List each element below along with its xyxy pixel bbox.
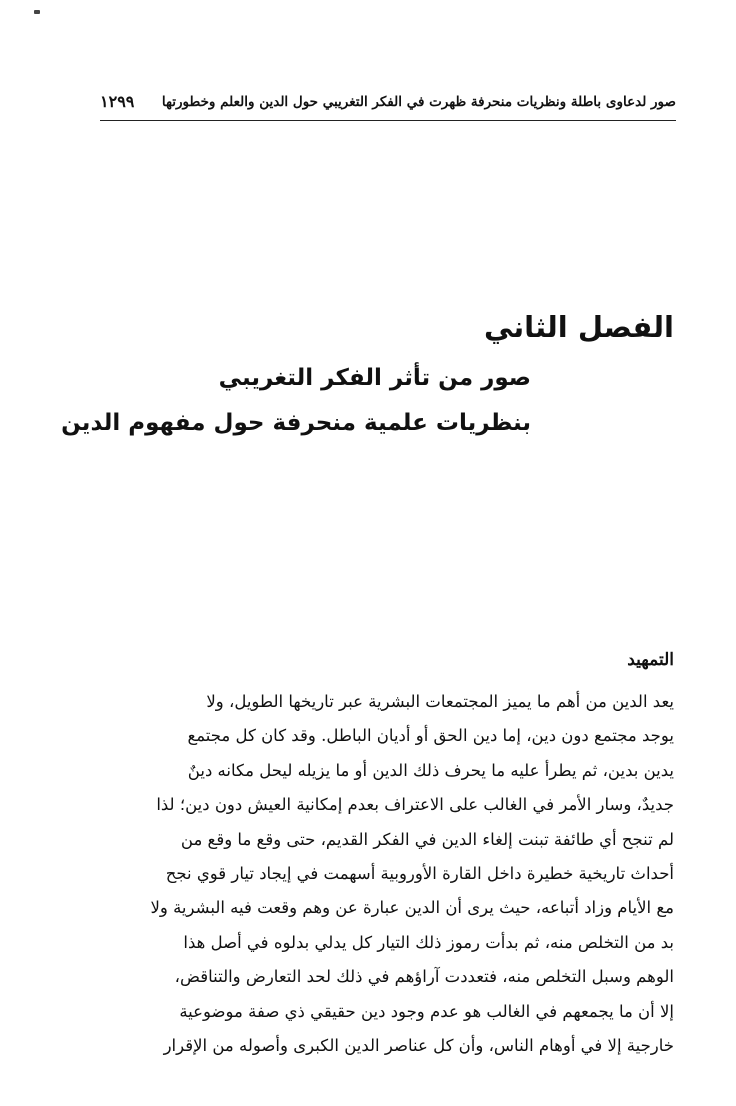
running-title: صور لدعاوى باطلة ونظريات منحرفة ظهرت في الفكر التغريبي حول الدين والعلم وخطورتها	[161, 94, 676, 110]
text-line: أحداث تاريخية خطيرة داخل القارة الأوروبية أسهمت في إيجاد تيار قوي نجح	[165, 863, 674, 883]
text-line: إلا أن ما يجمعهم في الغالب هو عدم وجود دين حقيقي ذي صفة موضوعية	[179, 1001, 674, 1021]
body-paragraph	[100, 685, 674, 1063]
running-header	[100, 94, 676, 121]
page-number: ١٢٩٩	[100, 92, 135, 111]
chapter-title-line-1: صور من تأثر الفكر التغريبي	[218, 365, 531, 391]
text-line: مع الأيام وزاد أتباعه، حيث يرى أن الدين عبارة عن وهم وقعت فيه البشرية ولا	[150, 898, 674, 918]
text-line: خارجية إلا في أوهام الناس، وأن كل عناصر الدين الكبرى وأصوله من الإقرار	[163, 1035, 674, 1055]
section-heading: التمهيد	[627, 650, 674, 670]
text-line: يدين بدين، ثم يطرأ عليه ما يحرف ذلك الدين أو ما يزيله ليحل مكانه دينٌ	[187, 760, 674, 780]
scan-mark	[34, 10, 40, 14]
chapter-title-line-2: بنظريات علمية منحرفة حول مفهوم الدين	[61, 410, 531, 436]
text-line: جديدٌ، وسار الأمر في الغالب على الاعتراف بعدم إمكانية العيش دون دين؛ لذا	[156, 795, 674, 815]
text-line: يعد الدين من أهم ما يميز المجتمعات البشرية عبر تاريخها الطويل، ولا	[206, 692, 674, 711]
chapter-label: الفصل الثاني	[483, 310, 674, 344]
text-line: يوجد مجتمع دون دين، إما دين الحق أو أديان الباطل. وقد كان كل مجتمع	[187, 726, 674, 746]
text-line: لم تنجح أي طائفة تبنت إلغاء الدين في الفكر القديم، حتى وقع ما وقع من	[180, 829, 674, 849]
text-line: الوهم وسبل التخلص منه، فتعددت آراؤهم في ذلك لحد التعارض والتناقض،	[174, 967, 674, 987]
text-line: بد من التخلص منه، ثم بدأت رموز ذلك التيار كل يدلي بدلوه في أصل هذا	[183, 932, 674, 952]
